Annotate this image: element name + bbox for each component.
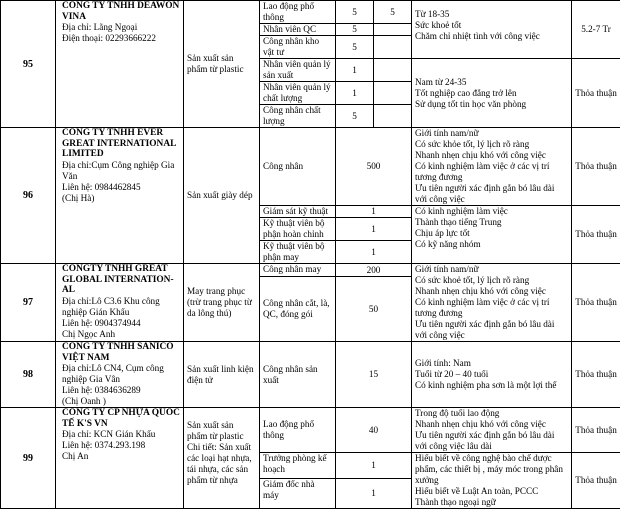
- company-cell: [56, 264, 184, 342]
- company-phone: Liên hệ: 0374.293.198: [62, 440, 180, 451]
- requirement-line: Sử dụng tốt tin học văn phòng: [415, 99, 568, 110]
- business-sector: Sản xuất sản phẩm từ plastic: [184, 1, 260, 128]
- job-quantity: 50: [336, 277, 412, 342]
- job-title: Nhân viên QC: [260, 24, 336, 36]
- company-cell: [56, 128, 184, 264]
- company-address: Địa chỉ:Lô C3.6 Khu công nghiệp Gián Khẩu: [62, 296, 180, 318]
- requirements-cell: [412, 453, 572, 509]
- job-title: Lao động phổ thông: [260, 1, 336, 24]
- requirement-line: Trong độ tuổi lao động: [415, 408, 568, 419]
- job-title: Công nhân: [260, 128, 336, 206]
- company-cell: [56, 408, 184, 509]
- table-row: [1, 1, 620, 24]
- requirement-line: Có kinh nghiệm làm việc: [415, 206, 568, 217]
- company-phone: Liên hệ: 0384636289: [62, 385, 180, 396]
- requirements-cell: [412, 408, 572, 453]
- job-quantity-extra: 5: [374, 1, 412, 24]
- job-title: Giám sát kỹ thuật: [260, 206, 336, 218]
- requirement-line: Có kinh nghiệm làm việc ở các vị trí tương đương: [415, 297, 568, 319]
- table-row: [1, 264, 620, 277]
- requirement-line: Thành thạo ngoại ngữ: [415, 497, 568, 508]
- job-quantity: 200: [336, 264, 412, 277]
- job-quantity: 5: [336, 24, 374, 36]
- requirement-line: Tốt nghiệp cao đẳng trở lên: [415, 88, 568, 99]
- company-address: Địa chỉ:Cụm Công nghiệp Gia Văn: [62, 160, 180, 182]
- company-name: CÔNG TY TNHH EVER GREAT INTERNATIONAL LIMITED: [62, 128, 180, 160]
- requirement-line: Chăm chỉ nhiệt tình với công việc: [415, 31, 568, 42]
- requirement-line: Tuổi từ 20 – 40 tuổi: [415, 369, 568, 380]
- job-quantity: 1: [336, 59, 374, 82]
- requirement-line: Nhanh nhẹn chịu khó với công việc: [415, 419, 568, 430]
- job-title: Kỹ thuật viên bộ phận hoàn chỉnh: [260, 218, 336, 241]
- company-phone: Liên hệ: 0904374944: [62, 318, 180, 329]
- company-contact: Chị An: [62, 451, 180, 462]
- job-title: Trưởng phòng kế hoạch: [260, 453, 336, 479]
- requirements-cell: [412, 206, 572, 264]
- job-quantity: 5: [336, 1, 374, 24]
- job-quantity: 1: [336, 218, 412, 241]
- job-title: Công nhân cắt, là, QC, đóng gói: [260, 277, 336, 342]
- salary-cell: Thỏa thuận: [572, 264, 620, 342]
- table-row: [1, 342, 620, 408]
- requirement-line: Có kỹ năng nhóm: [415, 239, 568, 250]
- requirement-line: Nhanh nhẹn chịu khó với công việc: [415, 286, 568, 297]
- requirements-cell: [412, 342, 572, 408]
- job-quantity-extra: [374, 82, 412, 105]
- row-number: 98: [1, 342, 56, 408]
- company-address: Địa chỉ: KCN Gián Khẩu: [62, 429, 180, 440]
- salary-cell: Thỏa thuận: [572, 342, 620, 408]
- requirement-line: Có sức khỏe tốt, lý lịch rõ ràng: [415, 139, 568, 150]
- requirement-line: Giới tính nam/nữ: [415, 264, 568, 275]
- company-phone: Điện thoại: 02293666222: [62, 33, 180, 44]
- company-name: CÔNG TY CP NHỰA QUỐC TẾ K'S VN: [62, 408, 180, 429]
- job-quantity: 1: [336, 453, 412, 479]
- salary-cell: Thỏa thuận: [572, 453, 620, 509]
- salary-cell: Thỏa thuận: [572, 206, 620, 264]
- requirement-line: Ưu tiên người xác định gắn bó lâu dài với công việc: [415, 319, 568, 341]
- business-sector: May trang phục (trừ trang phục từ da lông thú): [184, 264, 260, 342]
- row-number: 97: [1, 264, 56, 342]
- job-quantity: 15: [336, 342, 412, 408]
- company-address: Địa chỉ: Lãng Ngoại: [62, 22, 180, 33]
- requirement-line: Hiểu biết về Luật An toàn, PCCC: [415, 486, 568, 497]
- job-title: Công nhân sản xuất: [260, 342, 336, 408]
- job-title: Kỹ thuật viên bộ phận may: [260, 241, 336, 264]
- table-row: [1, 128, 620, 206]
- job-title: Nhân viên quản lý sản xuất: [260, 59, 336, 82]
- job-quantity: 5: [336, 36, 374, 59]
- salary-cell: Thỏa thuận: [572, 408, 620, 453]
- company-name: CÔNGTY TNHH GREAT GLOBAL INTERNATION-AL: [62, 264, 180, 296]
- requirement-line: Sức khoẻ tốt: [415, 20, 568, 31]
- company-contact: Chị Ngọc Anh: [62, 329, 180, 340]
- company-cell: [56, 342, 184, 408]
- business-sector-detail: Chi tiết: Sản xuất các loại hạt nhựa, tái nhựa, các sản phẩm từ nhựa: [187, 442, 256, 486]
- job-quantity-extra: [374, 59, 412, 82]
- requirement-line: Nam từ 24-35: [415, 77, 568, 88]
- requirements-cell: [412, 59, 572, 128]
- job-quantity-extra: [374, 105, 412, 128]
- requirement-line: Có kinh nghiệm làm việc ở các vị trí tương đương: [415, 161, 568, 183]
- business-sector: Sản xuất linh kiện điện tử: [184, 342, 260, 408]
- job-title: Công nhân chất lượng: [260, 105, 336, 128]
- requirement-line: Từ 18-35: [415, 9, 568, 20]
- job-quantity: 1: [336, 82, 374, 105]
- salary-cell: 5.2-7 Tr: [572, 1, 620, 59]
- job-quantity-extra: [374, 36, 412, 59]
- business-sector: [184, 408, 260, 509]
- job-quantity: 40: [336, 408, 412, 453]
- requirement-line: Ưu tiên người xác định gắn bó lâu dài với công việc: [415, 183, 568, 205]
- salary-cell: Thỏa thuận: [572, 59, 620, 128]
- company-name: CÔNG TY TNHH DEAWON VINA: [62, 1, 180, 22]
- job-title: Giám đốc nhà máy: [260, 479, 336, 509]
- job-quantity: 1: [336, 241, 412, 264]
- business-sector-main: Sản xuất sản phẩm từ plastic: [187, 420, 256, 442]
- requirements-cell: [412, 1, 572, 59]
- requirements-cell: [412, 264, 572, 342]
- requirement-line: Hiểu biết về công nghệ bào chế dược phẩm, các thiết bị , máy móc trong phân xưởng: [415, 453, 568, 486]
- requirement-line: Có sức khoẻ tốt, lý lịch rõ ràng: [415, 275, 568, 286]
- salary-cell: Thỏa thuận: [572, 128, 620, 206]
- requirement-line: Có kinh nghiệm pha sơn là một lợi thế: [415, 380, 568, 391]
- requirement-line: Ưu tiên người xác định gắn bó lâu dài với công việc lâu dài: [415, 430, 568, 452]
- requirement-line: Nhanh nhẹn chịu khó với công việc: [415, 150, 568, 161]
- job-quantity: 1: [336, 206, 412, 218]
- company-address: Địa chỉ:Lô CN4, Cụm công nghiệp Gia Vân: [62, 363, 180, 385]
- job-title: Công nhân kho vật tư: [260, 36, 336, 59]
- business-sector: Sản xuất giày dép: [184, 128, 260, 264]
- job-quantity-extra: [374, 24, 412, 36]
- job-quantity: 1: [336, 479, 412, 509]
- row-number: 96: [1, 128, 56, 264]
- row-number: 99: [1, 408, 56, 509]
- job-quantity: 500: [336, 128, 412, 206]
- company-name: CÔNG TY TNHH SANICO VIỆT NAM: [62, 342, 180, 363]
- company-cell: [56, 1, 184, 128]
- company-phone: Liên hệ: 0984462845: [62, 182, 180, 193]
- requirement-line: Giới tính nam/nữ: [415, 128, 568, 139]
- requirement-line: Chịu áp lực tốt: [415, 228, 568, 239]
- job-quantity: 5: [336, 105, 374, 128]
- job-title: Công nhân may: [260, 264, 336, 277]
- requirement-line: Giới tính: Nam: [415, 358, 568, 369]
- job-title: Nhân viên quản lý chất lượng: [260, 82, 336, 105]
- row-number: 95: [1, 1, 56, 128]
- company-contact: (Chị Hà): [62, 193, 180, 204]
- requirements-cell: [412, 128, 572, 206]
- job-title: Lao động phổ thông: [260, 408, 336, 453]
- company-contact: (Chị Oanh ): [62, 396, 180, 407]
- table-row: [1, 408, 620, 453]
- requirement-line: Thành thạo tiếng Trung: [415, 217, 568, 228]
